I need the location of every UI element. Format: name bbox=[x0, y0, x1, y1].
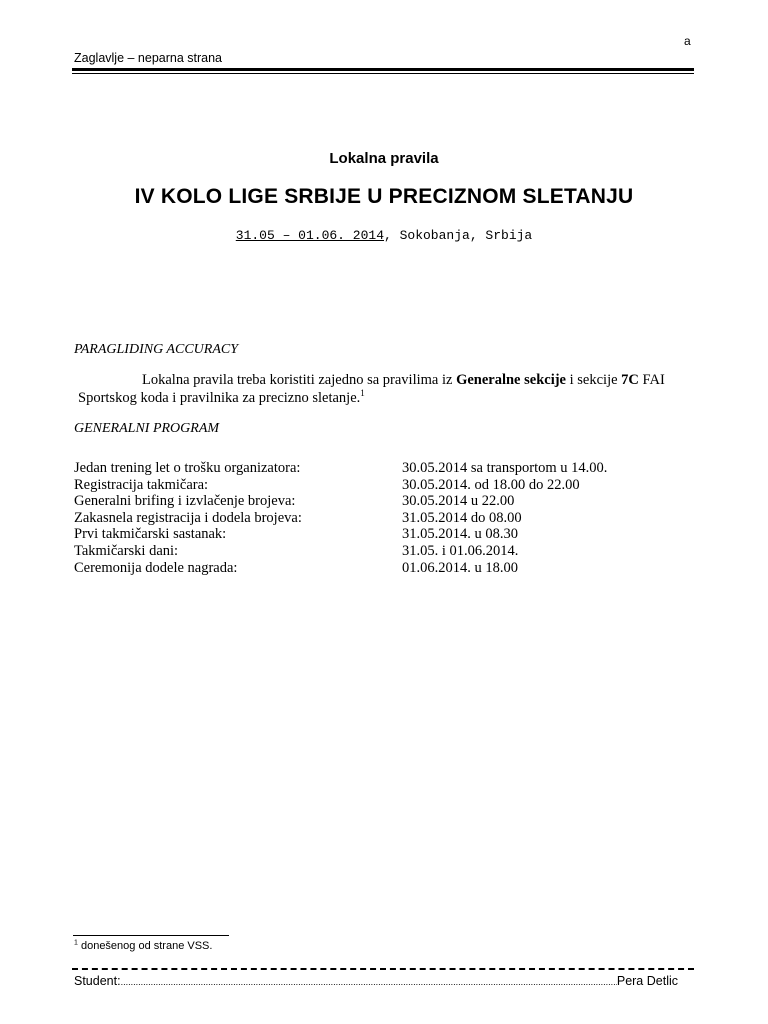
program-label: Registracija takmičara: bbox=[74, 476, 209, 493]
program-label: Zakasnela registracija i dodela brojeva: bbox=[74, 509, 302, 526]
program-value: 01.06.2014. u 18.00 bbox=[402, 559, 518, 576]
footer-dots bbox=[121, 974, 617, 988]
footnote-text: donešenog od strane VSS. bbox=[77, 940, 213, 952]
header-rule-thick bbox=[72, 68, 694, 71]
footnote-rule bbox=[73, 935, 229, 936]
section-heading-program: GENERALNI PROGRAM bbox=[74, 421, 220, 436]
footer-rule bbox=[72, 968, 694, 970]
page-header: Zaglavlje – neparna strana bbox=[74, 51, 223, 65]
para-bold-section-7c: 7C bbox=[621, 372, 639, 388]
para-text-2: i sekcije bbox=[566, 372, 622, 388]
program-label: Prvi takmičarski sastanak: bbox=[74, 526, 227, 543]
program-value: 31.05.2014. u 08.30 bbox=[402, 526, 518, 543]
date-range: 31.05 – 01.06. 2014 bbox=[235, 228, 384, 243]
program-value: 30.05.2014 sa transportom u 14.00. bbox=[402, 460, 608, 476]
footnote bbox=[74, 940, 212, 952]
dateline bbox=[0, 228, 768, 243]
program-row bbox=[74, 493, 694, 510]
location: , Sokobanja, Srbija bbox=[384, 228, 533, 243]
program-row bbox=[74, 526, 694, 543]
footnote-number: 1 bbox=[74, 939, 78, 947]
footer-label: Student: bbox=[74, 974, 121, 988]
program-row bbox=[74, 543, 694, 560]
program-value: 31.05.2014 do 08.00 bbox=[402, 509, 522, 526]
footer-name: Pera Detlic bbox=[616, 974, 678, 988]
para-text-1: Lokalna pravila treba koristiti zajedno sa pravilima iz bbox=[142, 372, 457, 388]
page-footer bbox=[74, 974, 678, 988]
footnote-ref: 1 bbox=[360, 388, 365, 399]
program-row bbox=[74, 510, 694, 527]
program-row bbox=[74, 560, 694, 577]
program-value: 30.05.2014 u 22.00 bbox=[402, 493, 515, 510]
program-row bbox=[74, 460, 694, 477]
section-heading-accuracy: PARAGLIDING ACCURACY bbox=[74, 342, 238, 357]
para-bold-general-section: Generalne sekcije bbox=[456, 372, 566, 388]
document-subtitle: Lokalna pravila bbox=[329, 150, 439, 167]
program-table bbox=[74, 460, 694, 576]
program-label: Generalni brifing i izvlačenje brojeva: bbox=[74, 493, 296, 510]
para-text-3: FAI Sportskog koda i pravilnika za precizno sletanje. bbox=[78, 372, 665, 406]
page-letter: a bbox=[684, 34, 691, 48]
program-label: Takmičarski dani: bbox=[74, 542, 179, 559]
program-value: 31.05. i 01.06.2014. bbox=[402, 542, 519, 559]
document-title: IV KOLO LIGE SRBIJE U PRECIZNOM SLETANJU bbox=[134, 185, 634, 208]
program-label: Ceremonija dodele nagrada: bbox=[74, 559, 238, 576]
header-rule-thin bbox=[72, 73, 694, 74]
program-row bbox=[74, 477, 694, 494]
intro-paragraph bbox=[78, 371, 678, 407]
program-value: 30.05.2014. od 18.00 do 22.00 bbox=[402, 476, 580, 493]
program-label: Jedan trening let o trošku organizatora: bbox=[74, 460, 301, 476]
